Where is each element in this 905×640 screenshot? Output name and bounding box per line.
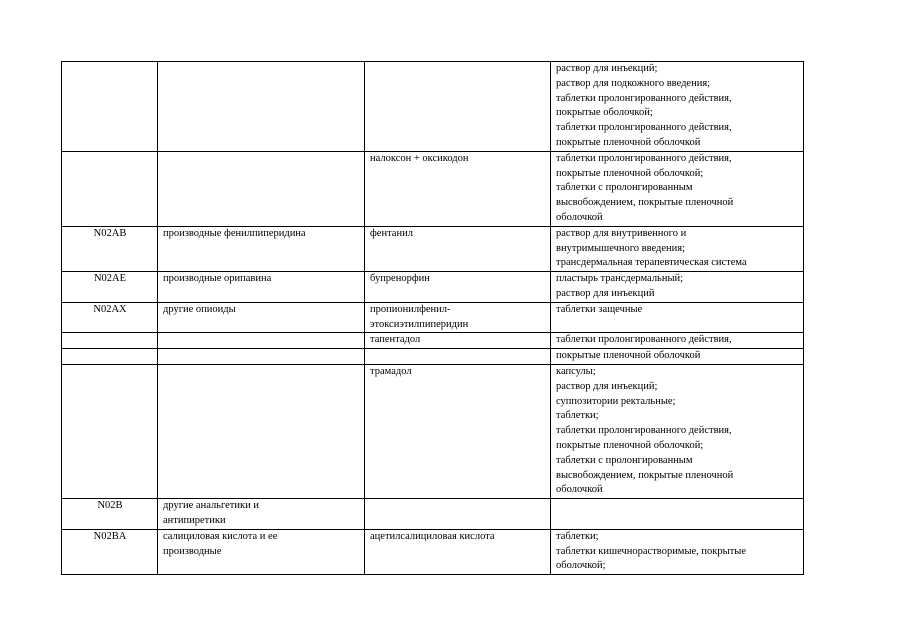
group-cell	[158, 499, 365, 530]
dosage-forms-cell	[551, 226, 804, 271]
dosage-forms-cell	[551, 333, 804, 349]
dosage-forms-cell	[551, 272, 804, 303]
drug-name-line: этоксиэтилпиперидин	[370, 318, 469, 330]
drug-name-line: тапентадол	[370, 334, 421, 346]
dosage-form-line: раствор для подкожного введения;	[556, 77, 711, 89]
group-cell	[158, 151, 365, 226]
atc-code-cell	[62, 151, 158, 226]
drug-table-body	[62, 62, 804, 575]
dosage-form-line: таблетки пролонгированного действия,	[556, 334, 732, 346]
drug-cell	[365, 499, 551, 530]
drug-name-line: налоксон + оксикодон	[370, 152, 469, 164]
drug-cell	[365, 349, 551, 365]
dosage-form-line: таблетки пролонгированного действия,	[556, 122, 732, 134]
dosage-form-line: высвобождением, покрытые пленочной	[556, 469, 734, 481]
dosage-form-line: капсулы;	[556, 365, 596, 377]
dosage-form-line: раствор для инъекций	[556, 287, 655, 299]
drug-cell	[365, 62, 551, 152]
drug-cell	[365, 272, 551, 303]
dosage-form-line: суппозитории ректальные;	[556, 395, 676, 407]
group-name-line: производные фенилпиперидина	[163, 227, 306, 239]
dosage-form-line: высвобождением, покрытые пленочной	[556, 197, 734, 209]
dosage-form-line: покрытые пленочной оболочкой	[556, 350, 701, 362]
group-cell	[158, 62, 365, 152]
group-name-line: производные	[163, 545, 222, 557]
drug-name-line: трамадол	[370, 365, 412, 377]
dosage-forms-cell	[551, 499, 804, 530]
dosage-form-line: таблетки с пролонгированным	[556, 454, 693, 466]
group-cell	[158, 333, 365, 349]
table-row	[62, 364, 804, 498]
table-row	[62, 349, 804, 365]
dosage-form-line: таблетки защечные	[556, 303, 643, 315]
dosage-form-line: таблетки;	[556, 530, 599, 542]
table-row	[62, 62, 804, 152]
group-cell	[158, 302, 365, 333]
atc-code-cell	[62, 226, 158, 271]
dosage-form-line: таблетки кишечнорастворимые, покрытые	[556, 545, 746, 557]
atc-code: N02AX	[93, 303, 127, 315]
group-name-line: салициловая кислота и ее	[163, 530, 278, 542]
atc-code: N02AB	[93, 227, 127, 239]
drug-cell	[365, 226, 551, 271]
group-cell	[158, 272, 365, 303]
dosage-forms-cell	[551, 151, 804, 226]
group-cell	[158, 226, 365, 271]
drug-table	[61, 61, 804, 575]
dosage-form-line: трансдермальная терапевтическая система	[556, 257, 747, 269]
drug-name-line: ацетилсалициловая кислота	[370, 530, 495, 542]
table-row	[62, 226, 804, 271]
dosage-form-line: оболочкой	[556, 211, 603, 223]
dosage-form-line: покрытые оболочкой;	[556, 107, 653, 119]
drug-cell	[365, 529, 551, 574]
group-name-line: другие анальгетики и	[163, 500, 259, 512]
atc-code: N02B	[97, 500, 123, 512]
table-row	[62, 272, 804, 303]
dosage-form-line: таблетки пролонгированного действия,	[556, 152, 732, 164]
atc-code-cell	[62, 364, 158, 498]
dosage-forms-cell	[551, 62, 804, 152]
dosage-form-line: покрытые пленочной оболочкой;	[556, 439, 704, 451]
dosage-form-line: оболочкой;	[556, 560, 606, 572]
group-name-line: производные орипавина	[163, 273, 272, 285]
dosage-form-line: таблетки пролонгированного действия,	[556, 92, 732, 104]
dosage-forms-cell	[551, 529, 804, 574]
dosage-form-line: оболочкой	[556, 484, 603, 496]
dosage-form-line: раствор для инъекций;	[556, 63, 658, 74]
dosage-form-line: покрытые пленочной оболочкой;	[556, 167, 704, 179]
table-row	[62, 302, 804, 333]
table-row	[62, 333, 804, 349]
drug-name-line: пропионилфенил-	[370, 303, 451, 315]
group-cell	[158, 349, 365, 365]
dosage-forms-cell	[551, 349, 804, 365]
table-row	[62, 499, 804, 530]
drug-name-line: бупренорфин	[370, 273, 430, 285]
dosage-form-line: таблетки пролонгированного действия,	[556, 425, 732, 437]
atc-code: N02AE	[93, 273, 127, 285]
dosage-form-line: пластырь трансдермальный;	[556, 273, 684, 285]
drug-cell	[365, 333, 551, 349]
atc-code-cell	[62, 333, 158, 349]
drug-cell	[365, 364, 551, 498]
atc-code: N02BA	[93, 530, 127, 542]
drug-name-line: фентанил	[370, 227, 413, 239]
atc-code-cell	[62, 529, 158, 574]
atc-code-cell	[62, 499, 158, 530]
atc-code-cell	[62, 302, 158, 333]
group-name-line: антипиретики	[163, 514, 226, 526]
group-cell	[158, 364, 365, 498]
atc-code-cell	[62, 272, 158, 303]
dosage-form-line: внутримышечного введения;	[556, 242, 686, 254]
dosage-forms-cell	[551, 302, 804, 333]
dosage-form-line: таблетки с пролонгированным	[556, 182, 693, 194]
dosage-forms-cell	[551, 364, 804, 498]
dosage-form-line: таблетки;	[556, 410, 599, 422]
atc-code-cell	[62, 62, 158, 152]
table-row	[62, 529, 804, 574]
dosage-form-line: покрытые пленочной оболочкой	[556, 136, 701, 148]
drug-cell	[365, 302, 551, 333]
group-cell	[158, 529, 365, 574]
group-name-line: другие опиоиды	[163, 303, 236, 315]
drug-cell	[365, 151, 551, 226]
dosage-form-line: раствор для инъекций;	[556, 380, 658, 392]
atc-code-cell	[62, 349, 158, 365]
table-row	[62, 151, 804, 226]
dosage-form-line: раствор для внутривенного и	[556, 227, 687, 239]
